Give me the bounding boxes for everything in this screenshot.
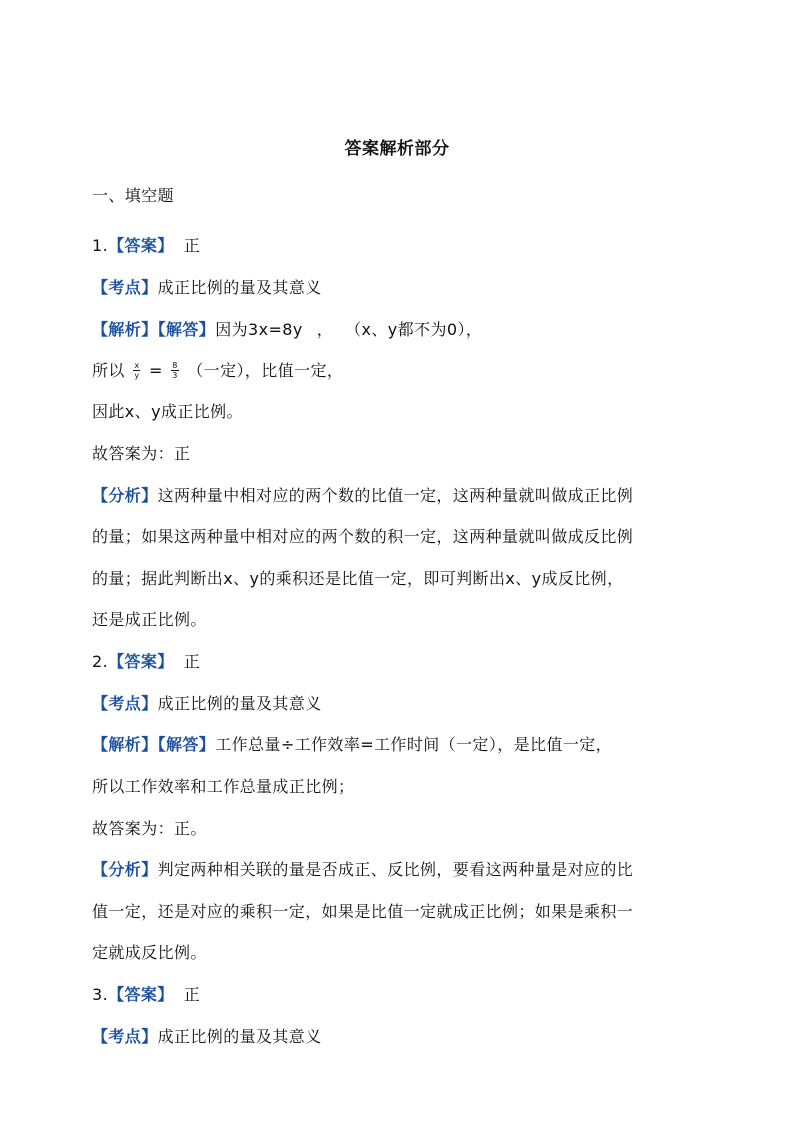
q2-fenxi-tag: 【分析】 [92, 860, 158, 879]
q1-answer: 正 [183, 236, 201, 255]
q1-fenxi-line-2: 的量；如果这两种量中相对应的两个数的积一定，这两种量就叫做成反比例 [92, 527, 634, 546]
q3-kaodian-tag: 【考点】 [92, 1027, 158, 1046]
q3-answer-tag: 【答案】 [108, 985, 174, 1004]
q1-answer-line [92, 235, 200, 257]
q1-fraction-line [92, 360, 343, 382]
q2-answer: 正 [183, 652, 201, 671]
q1-jiexi-line [92, 319, 482, 341]
q1-answer-tag: 【答案】 [108, 236, 174, 255]
fraction-denominator: 3 [172, 371, 178, 380]
q1-so-prefix: 所以 [92, 361, 125, 380]
q2-answer-tag: 【答案】 [108, 652, 174, 671]
q2-jiexi-line [92, 734, 612, 756]
q1-final-answer: 故答案为：正 [92, 444, 191, 463]
q2-kaodian-line [92, 693, 322, 715]
q2-jiexi-tag: 【解析】 [92, 735, 158, 754]
q2-final-answer: 故答案为：正。 [92, 819, 207, 838]
q1-kaodian-tag: 【考点】 [92, 278, 158, 297]
fraction-numerator: x [134, 361, 140, 370]
q1-number: 1. [92, 236, 109, 255]
q1-fenxi-tag: 【分析】 [92, 486, 158, 505]
q1-fenxi-line-3: 的量；据此判断出x、y的乘积还是比值一定，即可判断出x、y成反比例， [92, 569, 624, 588]
q3-answer-line [92, 984, 200, 1006]
q1-ratio-constant: （一定），比值一定， [187, 361, 344, 380]
q2-fenxi-line-2: 值一定，还是对应的乘积一定，如果是比值一定就成正比例；如果是乘积一 [92, 902, 634, 921]
equals-sign: = [148, 361, 163, 380]
page-title: 答案解析部分 [344, 139, 450, 159]
q3-kaodian-line [92, 1026, 322, 1048]
q2-fenxi-text-1: 判定两种相关联的量是否成正、反比例，要看这两种量是对应的比 [157, 860, 634, 879]
q2-fenxi-line-3: 定就成反比例。 [92, 943, 207, 962]
fraction-numerator: 8 [172, 361, 178, 370]
q3-answer: 正 [183, 985, 201, 1004]
q2-conclusion: 所以工作效率和工作总量成正比例； [92, 777, 355, 796]
q1-jiexi-tag: 【解析】 [92, 320, 158, 339]
section-heading: 一、填空题 [92, 186, 175, 205]
q2-jieda-tag: 【解答】 [157, 735, 216, 754]
q1-fenxi-line-1 [92, 485, 633, 507]
fraction-8-over-3 [171, 361, 179, 380]
q3-kaodian: 成正比例的量及其意义 [157, 1027, 322, 1046]
q1-comma: ， [316, 320, 334, 339]
q1-fenxi-line-4: 还是成正比例。 [92, 610, 207, 629]
q1-kaodian: 成正比例的量及其意义 [157, 278, 322, 297]
fraction-x-over-y [133, 361, 140, 380]
q1-equation: 因为3x=8y [215, 320, 303, 339]
q1-kaodian-line [92, 277, 322, 299]
q3-number: 3. [92, 985, 109, 1004]
q1-condition: （x、y都不为0）， [345, 320, 483, 339]
q2-number: 2. [92, 652, 109, 671]
q2-fenxi-line-1 [92, 859, 633, 881]
q1-fenxi-text-1: 这两种量中相对应的两个数的比值一定，这两种量就叫做成正比例 [157, 486, 634, 505]
q2-kaodian: 成正比例的量及其意义 [157, 694, 322, 713]
fraction-denominator: y [134, 371, 140, 380]
q1-jieda-tag: 【解答】 [157, 320, 216, 339]
q2-kaodian-tag: 【考点】 [92, 694, 158, 713]
q2-formula: 工作总量÷工作效率=工作时间（一定），是比值一定， [215, 735, 613, 754]
q1-conclusion: 因此x、y成正比例。 [92, 402, 243, 421]
q2-answer-line [92, 651, 200, 673]
